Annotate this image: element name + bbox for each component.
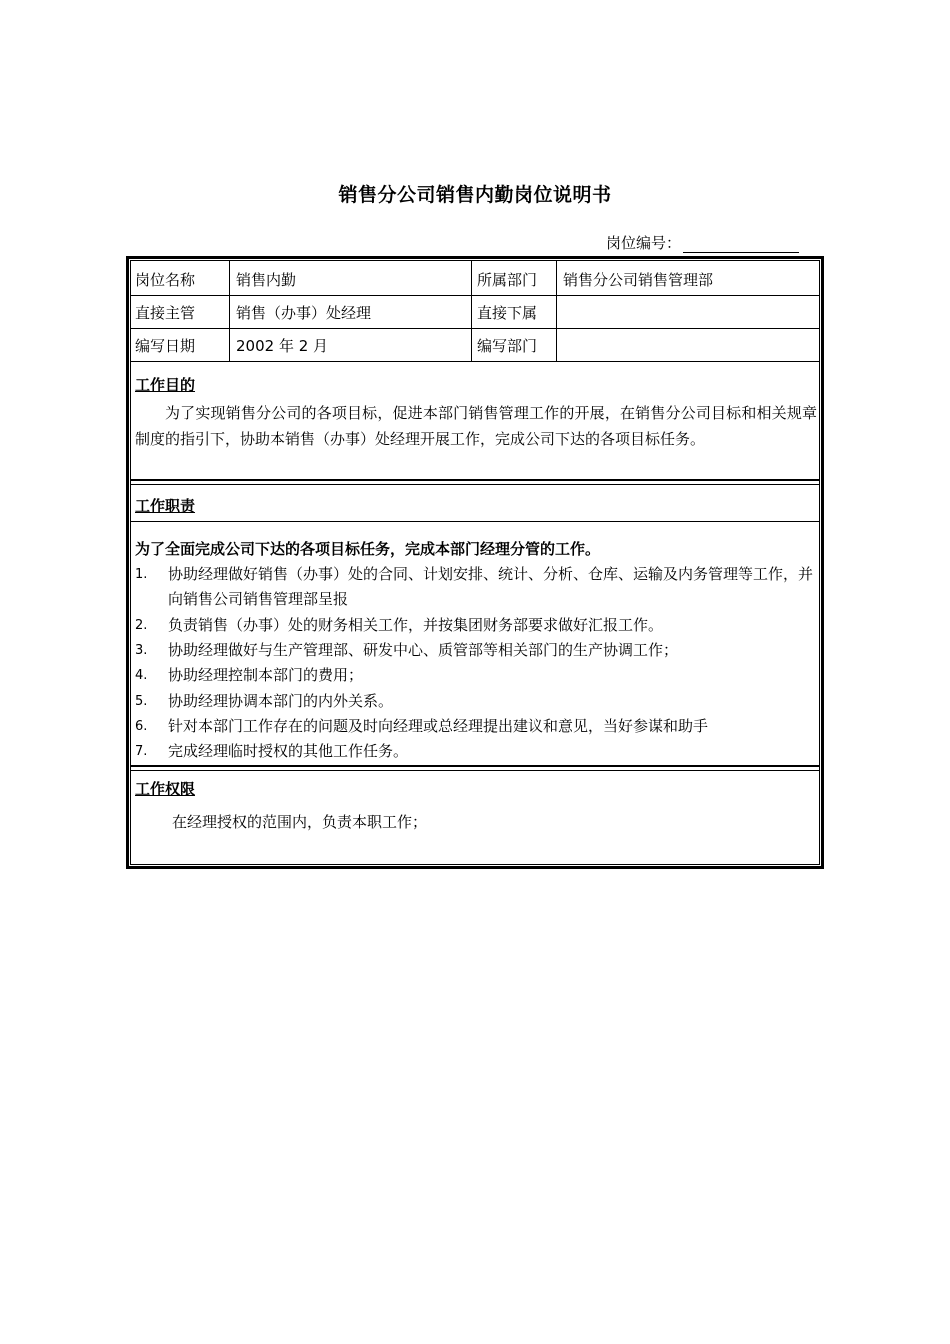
date-value: 2002 年 2 月: [236, 337, 329, 355]
purpose-text: 为了实现销售分公司的各项目标，促进本部门销售管理工作的开展，在销售分公司目标和相关规章制度的指引下，协助本销售（办事）处经理开展工作，完成公司下达的各项目标任务。: [135, 404, 817, 448]
duty-number: 3.: [135, 643, 148, 658]
duty-text: 协助经理协调本部门的内外关系。: [168, 692, 394, 710]
department-value: 销售分公司销售管理部: [563, 271, 714, 289]
duties-lead: 为了全面完成公司下达的各项目标任务，完成本部门经理分管的工作。: [135, 540, 601, 558]
duty-text: 完成经理临时授权的其他工作任务。: [168, 742, 409, 760]
post-number-blank: [683, 237, 799, 253]
department-label: 所属部门: [477, 271, 538, 289]
authority-heading: 工作权限: [135, 780, 196, 798]
duty-item: [135, 663, 817, 688]
post-number-label: 岗位编号：: [606, 234, 682, 252]
section-divider: [131, 770, 819, 771]
section-divider: [131, 765, 819, 767]
row-divider: [131, 295, 819, 296]
duty-number: 1.: [135, 567, 148, 582]
duty-item: [135, 689, 817, 714]
duty-number: 2.: [135, 618, 148, 633]
duty-number: 7.: [135, 744, 148, 759]
purpose-heading: 工作目的: [135, 376, 196, 394]
document-title: 销售分公司销售内勤岗位说明书: [338, 184, 612, 206]
job-title-value: 销售内勤: [236, 271, 297, 289]
duty-number: 6.: [135, 719, 148, 734]
duty-item: [135, 739, 817, 764]
job-title-label: 岗位名称: [135, 271, 196, 289]
duty-item: [135, 613, 817, 638]
authority-text: 在经理授权的范围内，负责本职工作；: [172, 813, 428, 831]
col-divider: [229, 261, 230, 361]
row-divider: [131, 361, 819, 362]
duty-item: [135, 562, 817, 612]
section-divider: [131, 479, 819, 481]
duty-item: [135, 638, 817, 663]
duty-number: 5.: [135, 694, 148, 709]
duty-text: 协助经理做好与生产管理部、研发中心、质管部等相关部门的生产协调工作；: [168, 641, 679, 659]
duty-text: 协助经理做好销售（办事）处的合同、计划安排、统计、分析、仓库、运输及内务管理等工作，并向销售公司销售管理部呈报: [168, 565, 814, 608]
duty-number: 4.: [135, 668, 148, 683]
supervisor-label: 直接主管: [135, 304, 196, 322]
author-dept-label: 编写部门: [477, 337, 538, 355]
section-divider: [131, 521, 819, 522]
row-divider: [131, 328, 819, 329]
col-divider: [556, 261, 557, 361]
duty-item: [135, 714, 817, 739]
subordinate-label: 直接下属: [477, 304, 538, 322]
duties-heading: 工作职责: [135, 497, 196, 515]
duty-text: 针对本部门工作存在的问题及时向经理或总经理提出建议和意见，当好参谋和助手: [168, 717, 709, 735]
section-divider: [131, 484, 819, 485]
duty-text: 协助经理控制本部门的费用；: [168, 666, 364, 684]
date-label: 编写日期: [135, 337, 196, 355]
supervisor-value: 销售（办事）处经理: [236, 304, 372, 322]
post-number-field: [606, 232, 799, 253]
duty-text: 负责销售（办事）处的财务相关工作，并按集团财务部要求做好汇报工作。: [168, 616, 664, 634]
col-divider: [471, 261, 472, 361]
